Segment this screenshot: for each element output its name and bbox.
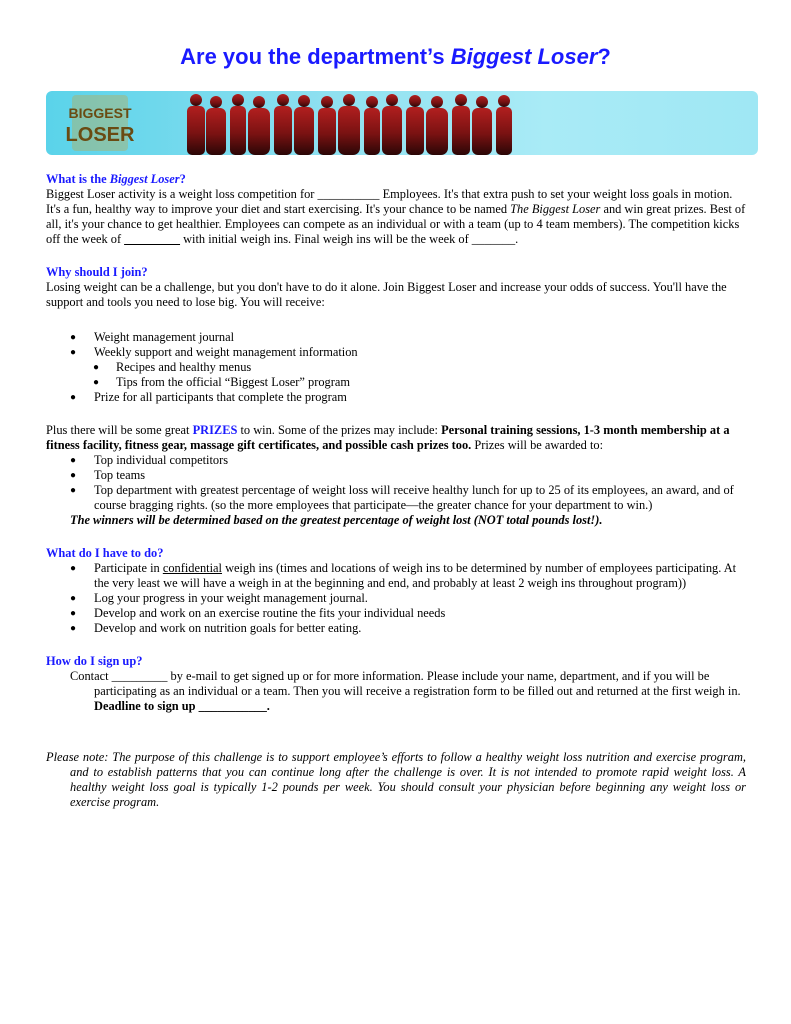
list-subitem: ● Tips from the official “Biggest Loser” program [46,375,746,390]
what-is-paragraph: Biggest Loser activity is a weight loss competition for __________ Employees. It's that extra push to set your weight loss goals in motion. It's a fun, healthy way to improve your diet and start exercising. It's your chance to be named The Biggest Loser and win great prizes. Best of all, it's your chance to get healthier. Employees can compete as an individual or with a team (up to 4 team members). The competition kicks off the week of _________ with initial weigh ins. Final weigh ins will be the week of _______. [46,187,746,246]
list-item: ● Weight management journal [46,330,746,345]
heading-what-is: What is the Biggest Loser? [46,172,186,186]
list-item: ● Top teams [46,468,746,483]
svg-text:LOSER: LOSER [65,124,135,146]
contestants-silhouette-image [46,91,758,155]
disclaimer-note: Please note: The purpose of this challenge is to support employee’s efforts to follow a healthy weight loss nutrition and exercise program, and to establish patterns that you can continue long after the challenge is over. It is not intended to promote rapid weight loss. A healthy weight loss goal is typically 1-2 pounds per week. You should consult your physician before beginning any weight loss or exercise program. [46,750,746,809]
list-item: ● Log your progress in your weight management journal. [46,591,746,606]
biggest-loser-banner [46,91,758,155]
list-item: ● Develop and work on nutrition goals for better eating. [46,621,746,636]
section-what-to-do [46,546,746,636]
list-subitem: ● Recipes and healthy menus [46,360,746,375]
section-sign-up [46,654,746,714]
prizes-paragraph: Plus there will be some great PRIZES to win. Some of the prizes may include: Personal training sessions, 1-3 month membership at a fitness facility, fitness gear, massage gift certificates, and possible cash prizes too. Prizes will be awarded to: [46,423,730,452]
winners-note: The winners will be determined based on the greatest percentage of weight lost (NOT total pounds lost!). [70,513,603,527]
heading-what-to-do: What do I have to do? [46,546,164,560]
page-title: Are you the department’s Biggest Loser? [180,44,611,69]
list-item: ● Participate in confidential weigh ins (times and locations of weigh ins to be determined by number of employees participating. At the very least we will have a weigh in at the beginning and end, and probably at least 2 weigh ins throughout program)) [46,561,746,591]
heading-why-join: Why should I join? [46,265,148,279]
sign-up-paragraph: Contact _________ by e-mail to get signed up or for more information. Please include your name, department, and if you will be participating as an individual or a team. Then you will receive a registration form to be filled out and returned at the first weigh in. Deadline to sign up ___________. [70,669,741,713]
tasks-list [46,561,746,636]
section-what-is [46,172,746,247]
list-item: ● Prize for all participants that complete the program [46,390,746,405]
document-body [46,172,746,810]
show-logo [66,95,135,151]
benefits-list [46,330,746,405]
list-item: ● Weekly support and weight management information [46,345,746,360]
list-item: ● Develop and work on an exercise routine the fits your individual needs [46,606,746,621]
list-item: ● Top individual competitors [46,453,746,468]
section-prizes [46,423,746,528]
heading-sign-up: How do I sign up? [46,654,143,668]
contestant-figures [187,94,512,155]
section-why-join [46,265,746,405]
list-item: ● Top department with greatest percentage of weight loss will receive healthy lunch for up to 25 of its employees, an award, and of course bragging rights. (so the more employees that participate—the greater chance for your department to win.) [46,483,746,513]
why-join-paragraph: Losing weight can be a challenge, but you don't have to do it alone. Join Biggest Loser and increase your odds of success. You'll have the support and tools you need to lose big. You will receive: [46,280,727,309]
svg-text:BIGGEST: BIGGEST [68,105,132,121]
prize-recipients-list [46,453,746,513]
